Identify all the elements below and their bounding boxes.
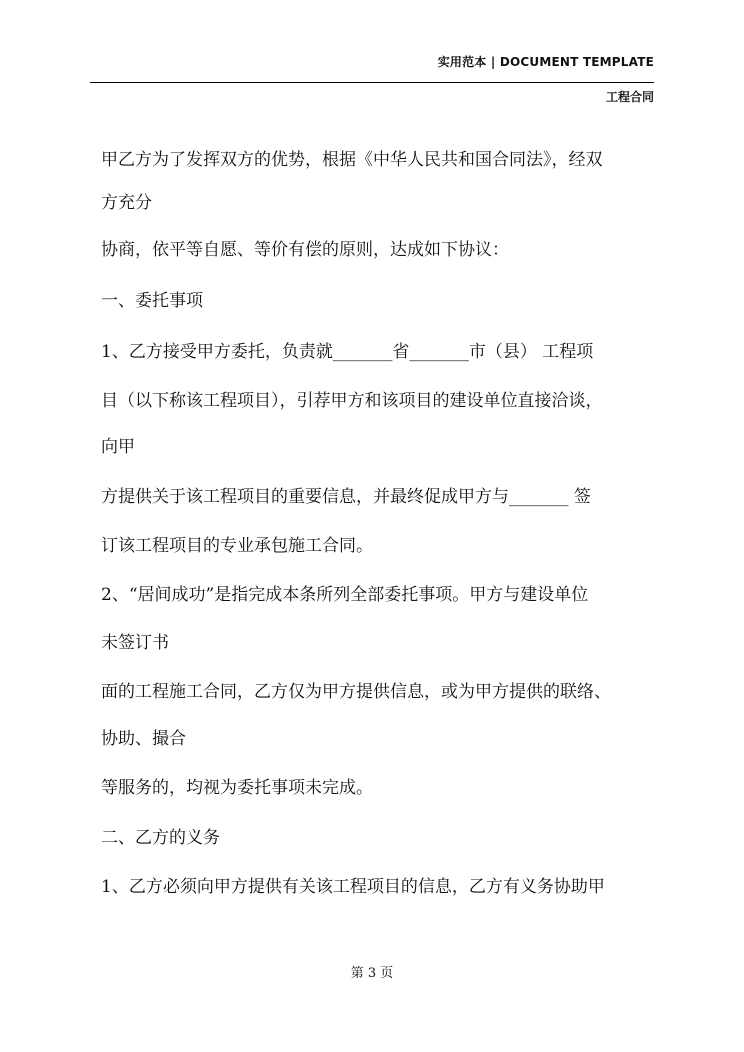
body-line: 方提供关于该工程项目的重要信息，并最终促成甲方与_______ 签 (101, 487, 591, 507)
body-line: 面的工程施工合同，乙方仅为甲方提供信息，或为甲方提供的联络、 (101, 682, 611, 702)
page-number: 第 3 页 (350, 966, 394, 981)
body-line: 1、乙方接受甲方委托，负责就_______省_______市（县） 工程项 (101, 342, 594, 362)
body-line: 向甲 (101, 437, 135, 457)
body-line: 方充分 (101, 193, 152, 213)
body-line: 1、乙方必须向甲方提供有关该工程项目的信息，乙方有义务协助甲 (101, 877, 605, 897)
body-line: 甲乙方为了发挥双方的优势，根据《中华人民共和国合同法》，经双 (101, 150, 603, 170)
body-line: 未签订书 (101, 633, 169, 653)
body-line: 订该工程项目的专业承包施工合同。 (101, 536, 373, 556)
section-heading: 二、乙方的义务 (101, 828, 220, 848)
header-divider (90, 82, 654, 83)
body-line: 2、“居间成功”是指完成本条所列全部委托事项。甲方与建设单位 (101, 585, 589, 605)
section-heading: 一、委托事项 (101, 291, 203, 311)
body-line: 等服务的，均视为委托事项未完成。 (101, 778, 373, 798)
body-line: 协助、撮合 (101, 729, 186, 749)
body-line: 目（以下称该工程项目），引荐甲方和该项目的建设单位直接洽谈， (101, 391, 603, 411)
body-line: 协商，依平等自愿、等价有偿的原则，达成如下协议： (101, 240, 509, 260)
header-series-label: 实用范本 | DOCUMENT TEMPLATE (437, 55, 654, 69)
header-doc-title: 工程合同 (605, 90, 654, 104)
